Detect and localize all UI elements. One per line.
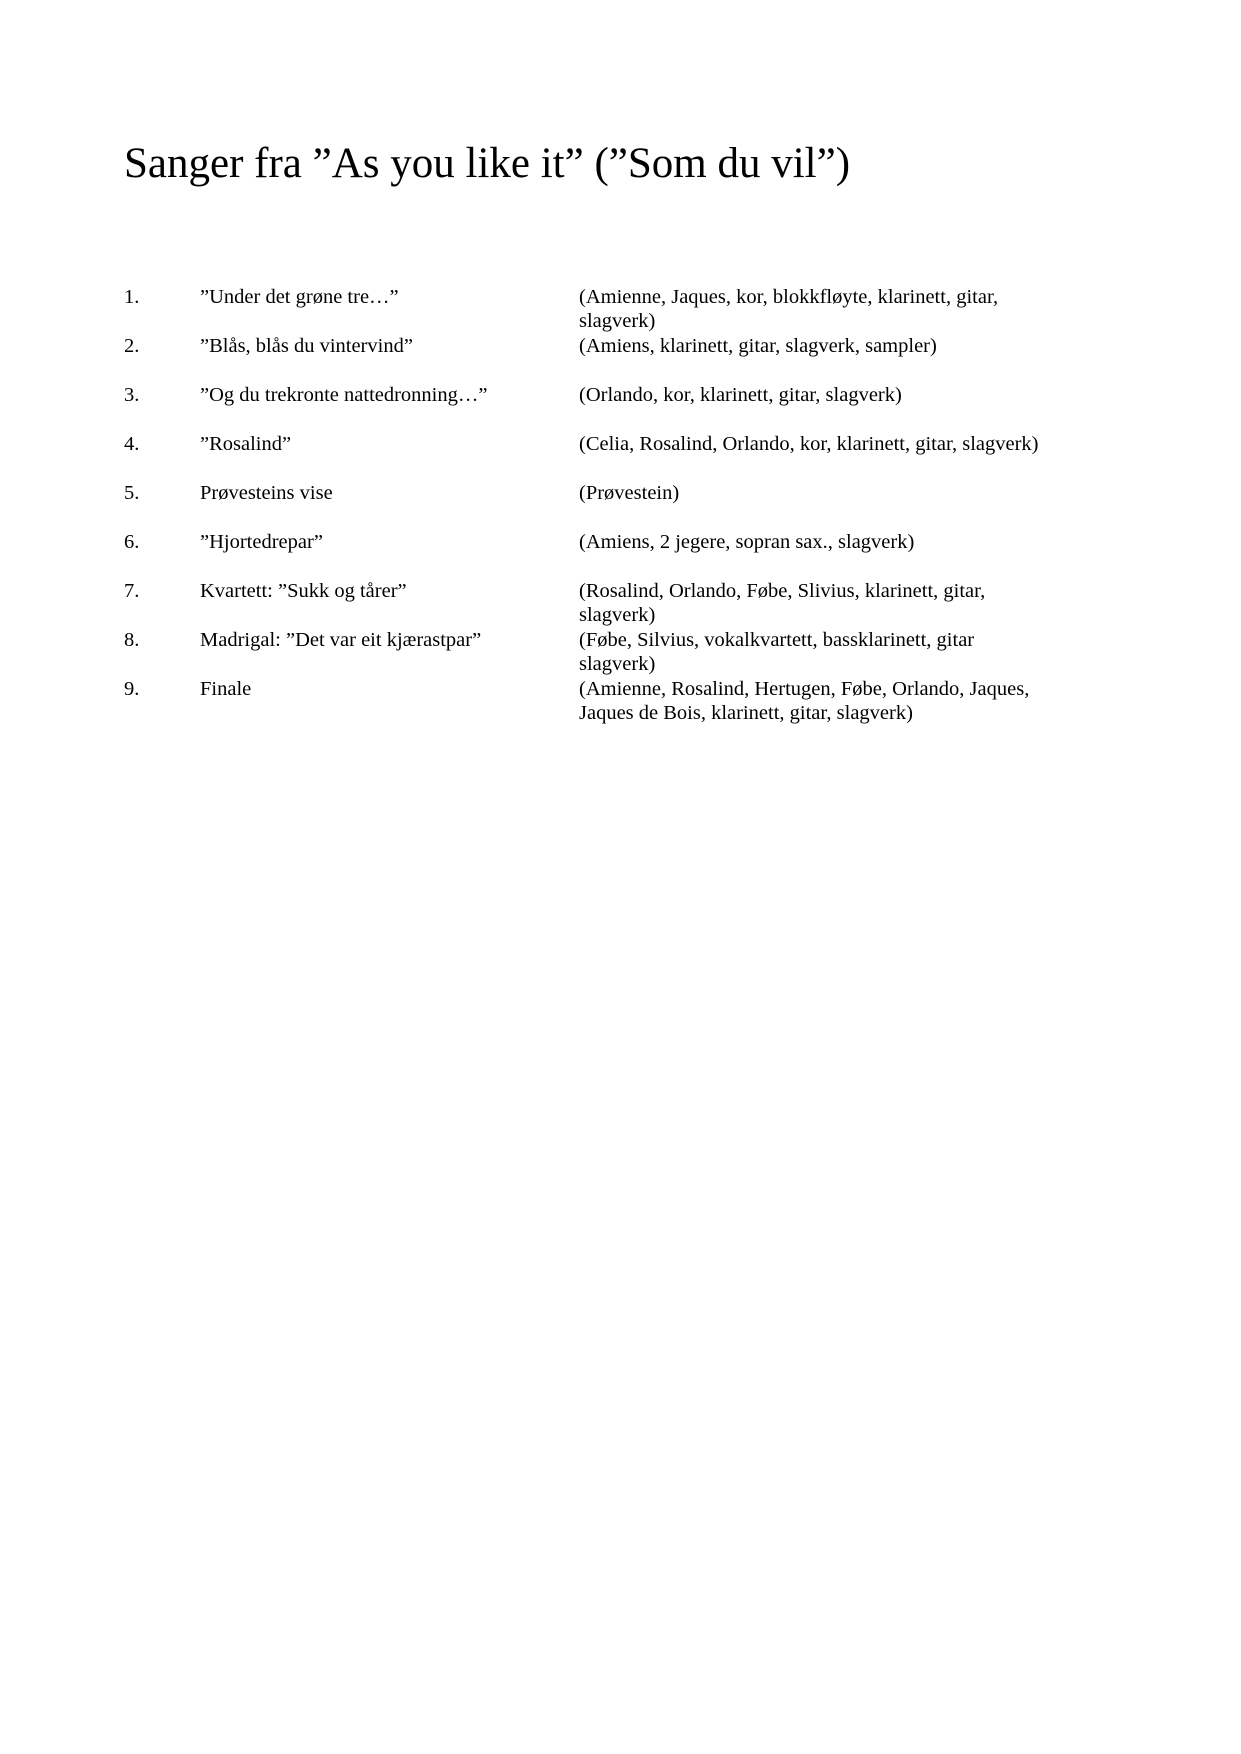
song-number: 1. bbox=[124, 286, 140, 308]
song-title: ”Under det grøne tre…” bbox=[200, 286, 399, 308]
page-title: Sanger fra ”As you like it” (”Som du vil”) bbox=[124, 140, 851, 187]
song-performers: (Føbe, Silvius, vokalkvartett, bassklarinett, gitar slagverk) bbox=[579, 629, 975, 675]
song-number: 4. bbox=[124, 433, 140, 455]
song-title: ”Og du trekronte nattedronning…” bbox=[200, 384, 488, 406]
song-performers: (Amienne, Jaques, kor, blokkfløyte, klarinett, gitar, slagverk) bbox=[579, 286, 999, 332]
song-title: Madrigal: ”Det var eit kjærastpar” bbox=[200, 629, 482, 651]
song-performers: (Rosalind, Orlando, Føbe, Slivius, klarinett, gitar, slagverk) bbox=[579, 580, 986, 626]
song-number: 8. bbox=[124, 629, 140, 651]
song-title: ”Rosalind” bbox=[200, 433, 292, 455]
song-title: Finale bbox=[200, 678, 252, 700]
song-number: 7. bbox=[124, 580, 140, 602]
song-title: ”Hjortedrepar” bbox=[200, 531, 323, 553]
song-number: 3. bbox=[124, 384, 140, 406]
song-performers: (Celia, Rosalind, Orlando, kor, klarinett, gitar, slagverk) bbox=[579, 433, 1039, 455]
song-number: 9. bbox=[124, 678, 140, 700]
song-performers: (Amiens, klarinett, gitar, slagverk, sampler) bbox=[579, 335, 937, 357]
song-performers: (Amienne, Rosalind, Hertugen, Føbe, Orlando, Jaques, Jaques de Bois, klarinett, gitar, slagverk) bbox=[579, 678, 1030, 724]
song-number: 6. bbox=[124, 531, 140, 553]
song-number: 5. bbox=[124, 482, 140, 504]
song-title: Prøvesteins vise bbox=[200, 482, 333, 504]
song-title: ”Blås, blås du vintervind” bbox=[200, 335, 413, 357]
song-number: 2. bbox=[124, 335, 140, 357]
song-performers: (Prøvestein) bbox=[579, 482, 680, 504]
song-performers: (Amiens, 2 jegere, sopran sax., slagverk) bbox=[579, 531, 915, 553]
song-performers: (Orlando, kor, klarinett, gitar, slagverk) bbox=[579, 384, 902, 406]
song-title: Kvartett: ”Sukk og tårer” bbox=[200, 580, 407, 602]
